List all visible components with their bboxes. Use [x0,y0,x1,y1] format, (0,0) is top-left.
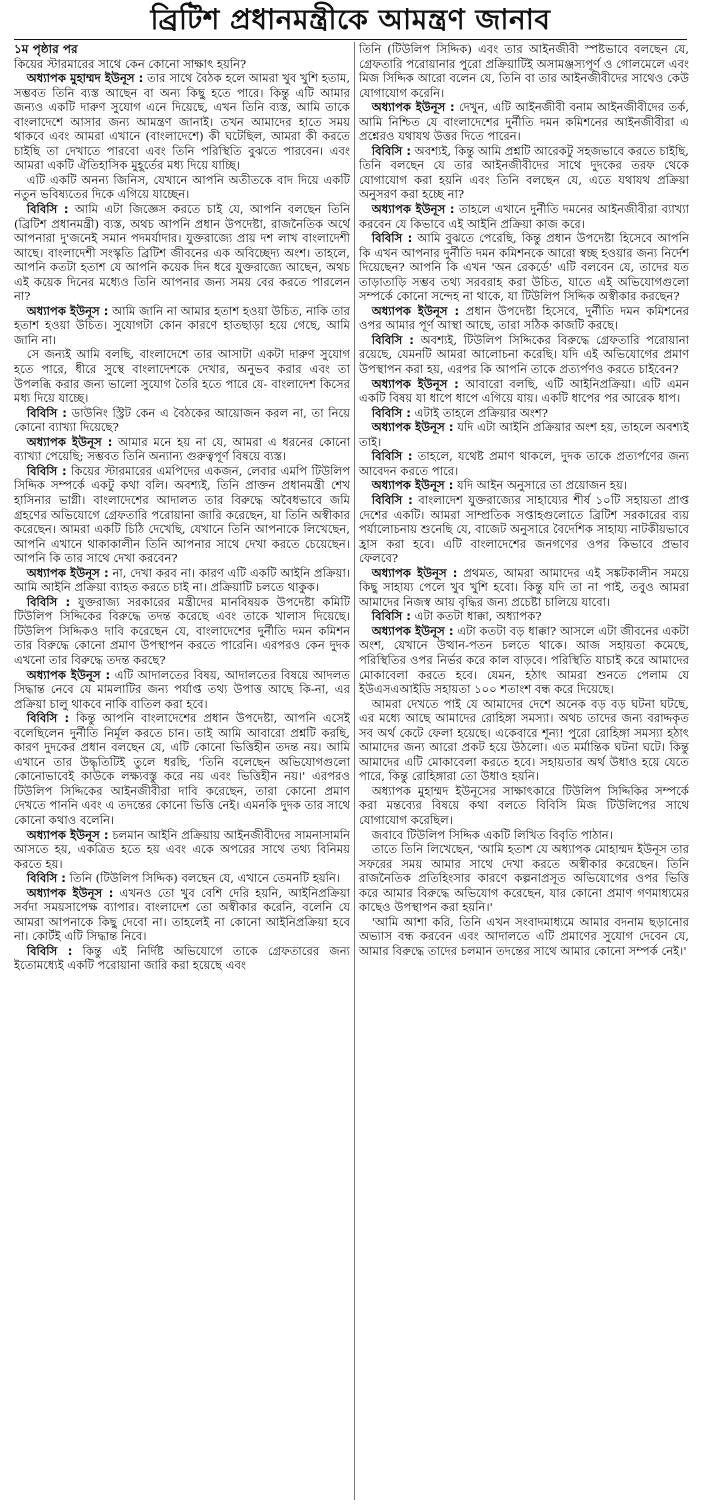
paragraph-text: 'আমি আশা করি, তিনি এখন সংবাদমাধ্যমে আমার বদনাম ছড়ানোর অভ্যাস বন্ধ করবেন এবং আদালতে এটি প্রমাণের সুযোগ দেবেন যে, আমার বিরুদ্ধে তাদের চলমান তদন্তের সাথে আমার কোনো সম্পর্ক নেই।' [359,914,689,958]
paragraph-text: সে জন্যই আমি বলছি, বাংলাদেশে তার আসাটা একটা দারুণ সুযোগ হতে পারে, ধীরে সুস্থে বাংলাদেশকে দেখার, অনুভব করার এবং তা উপলব্ধি করার জন্য ভালো সুযোগ তৈরি হতে পারে যে- বাংলাদেশ কিসের মধ্য দিয়ে যাচ্ছে। [14,347,350,406]
speaker-label: অধ্যাপক ইউনূস : [26,565,109,580]
article-paragraph [359,100,689,144]
article-paragraph [14,435,350,464]
article-paragraph [359,420,689,449]
paragraph-text: অবশ্যই, টিউলিপ সিদ্দিকের বিরুদ্ধে গ্রেফতারি পরোয়ানা রয়েছে, যেমনটি আমরা আলোচনা করেছি। যদি এই অভিযোগের প্রমাণ উপস্থাপন করা হয়, এরপর কি আপনি তাকে প্রত্যর্পণও করতে চাইবেন? [359,332,689,377]
article-paragraph [359,377,689,406]
speaker-label: অধ্যাপক ইউনূস : [371,565,458,580]
article-paragraph [359,304,689,333]
speaker-label: অধ্যাপক ইউনূস : [371,303,460,318]
speaker-label: অধ্যাপক ইউনূস : [371,478,454,493]
paragraph-text: ডাউনিং স্ট্রিট কেন এ বৈঠকের আয়োজন করল না, তা নিয়ে কোনো ব্যাখ্যা দিয়েছে? [14,405,350,435]
article-paragraph [14,304,350,348]
paragraph-text: প্রধান উপদেষ্টা হিসেবে, দুর্নীতি দমন কমিশনের ওপর আমার পূর্ণ আস্থা আছে, তারা সঠিক কাজটি করছে। [359,303,689,333]
paragraph-text: দেখুন, এটি আইনজীবী বনাম আইনজীবীদের তর্ক, আমি নিশ্চিত যে বাংলাদেশের দুর্নীতি দমন কমিশনের আইনজীবীরা এ প্রশ্নেরও যথাযথ উত্তর দিতে পারেন। [359,100,689,144]
article-paragraph [14,406,350,435]
article-paragraph [14,57,350,72]
speaker-label: অধ্যাপক ইউনূস : [371,623,454,638]
paragraph-text: কিন্তু এই নির্দিষ্ট অভিযোগে তাকে গ্রেফতারের জন্য ইতোমধ্যেই একটি পরোয়ানা জারি করা হয়েছে এবং [14,943,350,973]
paragraph-text: চলমান আইনি প্রক্রিয়ায় আইনজীবীদের সামনাসামনি আসতে হয়, একত্রিত হতে হয় এবং একে অপরের সাথে তথ্য বিনিময় করতে হয়। [14,827,350,871]
speaker-label: অধ্যাপক ইউনূস : [371,202,455,217]
article-paragraph [359,915,689,959]
speaker-label: বিবিসি : [26,871,66,886]
speaker-label: বিবিসি : [26,594,71,609]
paragraph-text: তাহলে, যথেষ্ট প্রমাণ থাকলে, দুদক তাকে প্রত্যর্পণের জন্য আবেদন করতে পারে। [359,449,689,478]
article-paragraph [359,784,689,828]
paragraph-text: আবারো বলছি, এটি আইনিপ্রক্রিয়া। এটি এমন একটি বিষয় যা ধাপে ধাপে এগিয়ে যায়। একটি ধাপের পর আরেক ধাপ। [359,376,689,406]
paragraph-text: অধ্যাপক মুহাম্মদ ইউনূসের সাক্ষাৎকারে টিউলিপ সিদ্দিকির সম্পর্কে করা মন্তব্যের বিষয়ে কথা বলতে বিবিসি মিজ টিউলিপের সাথে যোগাযোগ করেছিল। [359,783,689,827]
headline-rule [14,39,687,40]
article-paragraph [359,144,689,202]
left-column-body [14,57,350,973]
speaker-label: অধ্যাপক মুহাম্মদ ইউনূস : [26,71,144,86]
article-paragraph [14,173,350,202]
article-paragraph [359,493,689,566]
article-paragraph [359,842,689,915]
paragraph-text: আমার মনে হয় না যে, আমরা এ ধরনের কোনো ব্যাখ্যা পেয়েছি; সম্ভবত তিনি অন্যান্য গুরুত্বপূর্ণ বিষয়ে ব্যস্ত। [14,434,350,464]
paragraph-text: কিয়ের স্টারমারের সাথে কেন কোনো সাক্ষাৎ হয়নি? [14,56,247,71]
speaker-label: অধ্যাপক ইউনূস : [26,885,114,900]
speaker-label: অধ্যাপক ইউনূস : [26,667,111,682]
article-paragraph [14,202,350,304]
paragraph-text: অবশ্যই, কিন্তু আমি প্রশ্নটি আরেকটু সহজভাবে করতে চাইছি, তিনি বলছেন যে তার আইনজীবীদের সাথে দুদকের তরফ থেকে যোগাযোগ করা হয়নি এবং তিনি বলছেন যে, এতে যথাযথ প্রক্রিয়া অনুসরণ করা হচ্ছে না? [359,143,689,202]
paragraph-text: এটি আদালতের বিষয়, আদালতের বিষয়ে আদলত সিদ্ধান্ত নেবে যে মামলাটির জন্য পর্যাপ্ত তথ্য উপাত্ত আছে কি-না, এর প্রক্রিয়া চালু থাকবে নাকি বাতিল করা হবে। [14,667,350,711]
article-paragraph [14,71,350,173]
article-paragraph [14,711,350,827]
continued-label: ১ম পৃষ্ঠার পর [14,42,78,56]
paragraph-text: বাংলাদেশ যুক্তরাজ্যের সাহায্যের শীর্ষ ১০টি সহায়তা প্রাপ্ত দেশের একটি। আমরা সাম্প্রতিক সপ্তাহগুলোতে ব্রিটিশ সরকারের ব্যয় পর্যালোচনায় শুনেছি যে, বাজেট অনুসারে বৈদেশিক সাহায্য নাটকীয়ভাবে হ্রাস করা হবে। এটি বাংলাদেশের জনগণের ওপর কিভাবে প্রভাব ফেলবে? [359,492,689,566]
paragraph-text: তাহলে এখানে দুর্নীতি দমনের আইনজীবীরা ব্যাখ্যা করবেন যে কিভাবে এই আইনি প্রক্রিয়া কাজ করে। [359,202,689,231]
speaker-label: বিবিসি : [26,405,67,420]
paragraph-text: এখনও তো খুব বেশি দেরি হয়নি, আইনিপ্রক্রিয়া সর্বদা সময়সাপেক্ষ ব্যাপার। বাংলাদেশ তো অস্বীকার করেনি, বলেনি যে আমরা আপনাকে কিছু দেবো না। তাহলেই না কোনো আইনিপ্রক্রিয়া হবে না। কোর্টই এটি সিদ্ধান্ত নিবে। [14,885,350,944]
speaker-label: বিবিসি : [26,202,69,217]
right-column [359,42,689,1502]
paragraph-text: কিয়ের স্টারমারের এমপিদের একজন, লেবার এমপি টিউলিপ সিদ্দিক সম্পর্কে একটু কথা বলি। অবশ্যই, তিনি প্রাক্তন প্রধানমন্ত্রী শেখ হাসিনার ভাগ্নী। বাংলাদেশের আদালত তার বিরুদ্ধে অবৈধভাবে জমি গ্রহণের অভিযোগে গ্রেফতারি পরোয়ানা জারি করেছেন, যা তিনি অস্বীকার করেছেন। আমরা একটি চিঠি দেখেছি, যেখানে তিনি আপনাকে লিখেছেন, আপনি এখানে থাকাকালীন তিনি আপনার সাথে দেখা করতে চেয়েছেন। আপনি কি তার সাথে দেখা করবেন? [14,463,350,566]
paragraph-text: তার সাথে বৈঠক হলে আমরা খুব খুশি হতাম, সম্ভবত তিনি ব্যস্ত আছেন বা অন্য কিছু হতে পারে। কিন্তু এটি আমার জন্যও একটি দারুণ সুযোগ এনে দিয়েছে, এখন তিনি ব্যস্ত, আমি তাকে বাংলাদেশে আসার জন্য আমন্ত্রণ জানাই। তখন আমাদের হাতে সময় থাকবে এবং আমরা এখানে (বাংলাদেশে) কী ঘটেছিল, আমরা কী করতে চাইছি তা দেখাতে পারবো এবং তিনি পরিস্থিতি বুঝতে পারবেন। এবং আমরা একটি ঐতিহাসিক মুহূর্তের মধ্য দিয়ে যাচ্ছি। [14,71,350,173]
article-paragraph [359,697,689,784]
paragraph-text: তিনি (টিউলিপ সিদ্দিক) এবং তার আইনজীবী স্পষ্টভাবে বলছেন যে, গ্রেফতারি পরোয়ানার পুরো প্রক্রিয়াটিই অসামঞ্জস্যপূর্ণ ও গোলমেলে এবং মিজ সিদ্দিক আরো বলেন যে, তিনি বা তার আইনজীবীদের সাথেও কেউ যোগাযোগ করেনি। [359,42,689,100]
paragraph-text: এটা কতটা ধাক্কা, অধ্যাপক? [414,609,542,624]
article-paragraph [359,42,689,100]
article-paragraph [359,333,689,377]
article-paragraph [14,464,350,566]
paragraph-text: জবাবে টিউলিপ সিদ্দিক একটি লিখিত বিবৃতি পাঠান। [371,827,613,842]
right-column-body [359,42,689,958]
speaker-label: বিবিসি : [371,332,414,347]
paragraph-text: যুক্তরাজ্য সরকারের মন্ত্রীদের মানবিষয়ক উপদেষ্টা কমিটি টিউলিপ সিদ্দিকের বিরুদ্ধে তদন্ত করেছে এবং তাকে খালাস দিয়েছে। টিউলিপ সিদ্দিকও দাবি করেছেন যে, বাংলাদেশের দুর্নীতি দমন কমিশন তার বিরুদ্ধে কোনো প্রমাণ উপস্থাপন করতে পারেনি। এরপরও কেন দুদক এখনো তার বিরুদ্ধে তদন্ত করছে? [14,594,350,667]
paragraph-text: এটা কতটা বড় ধাক্কা? আসলে এটা জীবনের একটা অংশ, যেখানে উত্থান-পতন চলতে থাকে। আজ সহায়তা কমেছে, পরিস্থিতির ওপর নির্ভর করে কাল বাড়বে। পরিস্থিতি যাচাই করে আমাদের মোকাবেলা করতে হবে। যেমন, হঠাৎ আমরা শুনতে পেলাম যে ইউএসএআইডি সহায়তা ১০০ শতাংশ বন্ধ করে দিয়েছে। [359,623,689,697]
paragraph-text: আমি এটা জিজ্ঞেস করতে চাই যে, আপনি বলছেন তিনি (ব্রিটিশ প্রধানমন্ত্রী) ব্যস্ত, অথচ আপনি প্রধান উপদেষ্টা, রাজনৈতিক অর্থে আপনারা দু'জনেই সমান পদমর্যাদার। যুক্তরাজ্যে প্রায় দশ লাখ বাংলাদেশী আছে। বাংলাদেশী সংস্কৃতি ব্রিটিশ জীবনের এক অবিচ্ছেদ্য অংশ। তাহলে, আপনি কতটা হতাশ যে আপনি কয়েক দিন ধরে যুক্তরাজ্যে আছেন, অথচ এই কয়েক দিনের মধ্যেও তিনি আপনার জন্য সময় বের করতে পারলেন না? [14,202,350,304]
headline: ব্রিটিশ প্রধানমন্ত্রীকে আমন্ত্রণ জানাব [150,3,551,36]
article-paragraph [359,566,689,610]
article-paragraph [14,595,350,668]
speaker-label: বিবিসি : [371,405,411,420]
article-paragraph [14,944,350,973]
article-paragraph [14,828,350,872]
article-paragraph [359,828,689,843]
column-divider [354,42,355,1500]
paragraph-text: প্রথমত, আমরা আমাদের এই সঙ্কটকালীন সময়ে কিছু সাহায্য পেলে খুব খুশি হবো। কিন্তু যদি তা না পাই, তবুও আমরা আমাদের নিজস্ব আয় বৃদ্ধির জন্য প্রচেষ্টা চালিয়ে যাবো। [359,565,689,609]
paragraph-text: আমি জানি না আমার হতাশ হওয়া উচিত, নাকি তার হতাশ হওয়া উচিত। সুযোগটা কোন কারণে হাতছাড়া হয়ে গেছে, আমি জানি না। [14,303,350,347]
paragraph-text: আমরা দেখতে পাই যে আমাদের দেশে অনেক বড় বড় ঘটনা ঘটছে, এর মধ্যে আছে আমাদের রোহিঙ্গা সমস্যা। অথচ তাদের জন্য বরাদ্দকৃত সব অর্থ কেটে ফেলা হয়েছে। একেবারে শূন্য! পুরো রোহিঙ্গা সমস্যা হঠাৎ আমাদের জন্য আরো প্রকট হয়ে উঠলো। এত মর্মান্তিক ঘটনা ঘটে। কিন্তু আমাদের এটি মোকাবেলা করতে হবে। সহায়তার অর্থ উধাও হয়ে যেতে পারে, কিন্তু রোহিঙ্গারা তো উধাও হয়নি। [359,696,689,784]
speaker-label: বিবিসি : [371,143,411,158]
paragraph-text: যদি আইন অনুসারে তা প্রয়োজন হয়। [457,478,627,493]
speaker-label: বিবিসি : [371,492,413,507]
article-paragraph [359,406,689,421]
paragraph-text: কিন্তু আপনি বাংলাদেশের প্রধান উপদেষ্টা, আপনি এসেই বলেছিলেন দুর্নীতি নির্মূল করতে চান। তাই আমি আবারো প্রশ্নটি করছি, কারণ দুদকের প্রধান বলছেন যে, এটি কোনো ভিত্তিহীন তদন্ত নয়। আমি এখানে তার উদ্ধৃতিটিই তুলে ধরছি, 'তিনি বলেছেন অভিযোগগুলো কোনোভাবেই কাউকে লক্ষ্যবস্তু করে নয় এবং ভিত্তিহীন নয়।' এরপরও টিউলিপ সিদ্দিকের আইনজীবীরা দাবি করেছেন, তারা কোনো প্রমাণ দেখতে পাননি এবং এ তদন্তের কোনো ভিত্তি নেই। এমনকি দুদক তার সাথে কোনো কথাও বলেনি। [14,711,350,827]
paragraph-text: এটি একটি অনন্য জিনিস, যেখানে আপনি অতীতকে বাদ দিয়ে একটি নতুন ভবিষ্যতের দিকে এগিয়ে যাচ্ছেন। [14,172,350,202]
article-paragraph [14,347,350,405]
speaker-label: অধ্যাপক ইউনূস : [371,100,455,115]
article-paragraph [359,478,689,493]
speaker-label: বিবিসি : [26,711,70,726]
paragraph-text: তাতে তিনি লিখেছেন, 'আমি হতাশ যে অধ্যাপক মোহাম্মদ ইউনূস তার সফরের সময় আমার সাথে দেখা করতে অস্বীকার করেছেন। তিনি রাজনৈতিক প্রতিহিংসার কারণে কল্পনাপ্রসূত অভিযোগের ওপর ভিত্তি করে আমার বিরুদ্ধে অভিযোগ করেছেন, যার কোনো প্রমাণ গণমাধ্যমের কাছেও উপস্থাপন করা হয়নি।' [359,842,689,915]
article-paragraph [359,202,689,231]
paragraph-text: এটাই তাহলে প্রক্রিয়ার অংশ? [414,405,549,420]
paragraph-text: আমি বুঝতে পেরেছি, কিন্তু প্রধান উপদেষ্টা হিসেবে আপনি কি এখন আপনার দুর্নীতি দমন কমিশনকে আরো স্বচ্ছ হওয়ার জন্য নির্দেশ দিয়েছেন? আপনি কি এখন 'অন রেকর্ডে' এটি বলবেন যে, তাদের যত তাড়াতাড়ি সম্ভব তথ্য সরবরাহ করা উচিত, যাতে এই অভিযোগগুলো সম্পর্কে কোনো সন্দেহ না থাকে, যা টিউলিপ সিদ্দিক অস্বীকার করছেন? [359,231,689,304]
left-column [14,42,350,1502]
article-paragraph [14,566,350,595]
article-paragraph [359,609,689,624]
paragraph-text: না, দেখা করব না। কারণ এটি একটি আইনি প্রক্রিয়া। আমি আইনি প্রক্রিয়া ব্যাহত করতে চাই না। প্রক্রিয়াটি চলতে থাকুক। [14,565,350,595]
article-paragraph [14,871,350,886]
article-paragraph [359,231,689,304]
speaker-label: বিবিসি : [371,609,411,624]
article-paragraph [14,886,350,944]
paragraph-text: যদি এটা আইনি প্রক্রিয়ার অংশ হয়, তাহলে অবশ্যই তাই। [359,420,689,449]
speaker-label: বিবিসি : [26,463,67,478]
speaker-label: বিবিসি : [371,449,413,464]
article-paragraph [14,668,350,712]
article-paragraph [359,624,689,697]
speaker-label: অধ্যাপক ইউনূস : [371,420,454,435]
article-paragraph [359,449,689,478]
paragraph-text: তিনি (টিউলিপ সিদ্দিক) বলছেন যে, এখানে তেমনটি হয়নি। [69,871,341,886]
speaker-label: অধ্যাপক ইউনূস : [371,376,459,391]
speaker-label: বিবিসি : [371,231,413,246]
speaker-label: বিবিসি : [26,943,73,958]
speaker-label: অধ্যাপক ইউনূস : [26,827,109,842]
speaker-label: অধ্যাপক ইউনূস : [26,434,113,449]
speaker-label: অধ্যাপক ইউনূস : [26,303,109,318]
